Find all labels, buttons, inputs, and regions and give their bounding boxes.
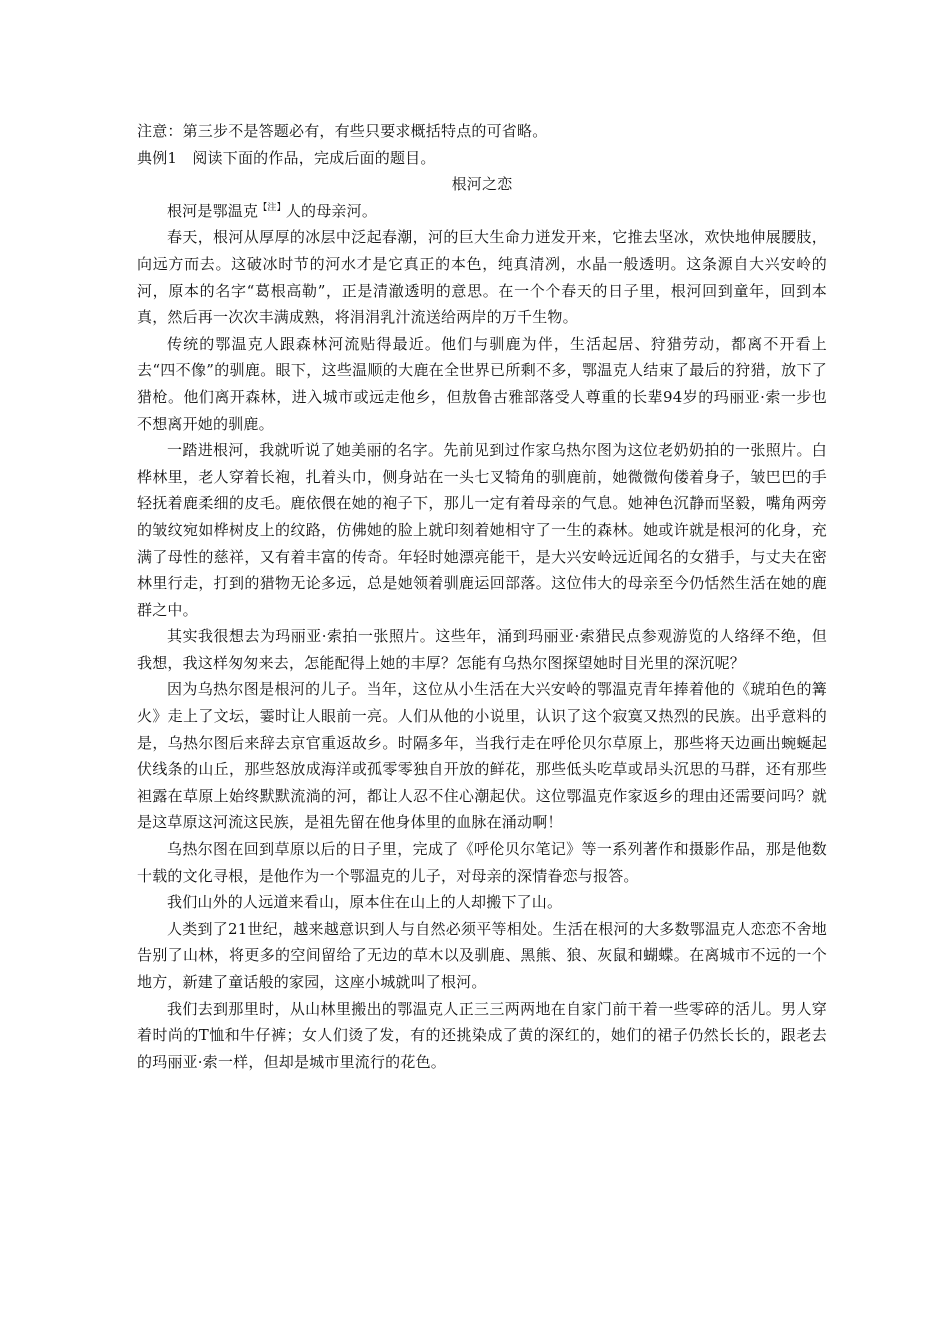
footnote-marker: 【注】 — [258, 202, 286, 213]
article-paragraph: 春天，根河从厚厚的冰层中泛起春潮，河的巨大生命力迸发开来，它推去坚冰，欢快地伸展腰肢，向远方而去。这破冰时节的河水才是它真正的本色，纯真清冽，水晶一般透明。这条源自大兴安岭的河，原本的名字“葛根高勒”，正是清澈透明的意思。在一个个春天的日子里，根河回到童年，回到本真，然后再一次次丰满成熟，将涓涓乳汁流送给两岸的万千生物。 — [137, 228, 827, 327]
article-paragraph: 我们山外的人远道来看山，原本住在山上的人却搬下了山。 — [167, 893, 563, 912]
article-paragraph: 传统的鄂温克人跟森林河流贴得最近。他们与驯鹿为伴，生活起居、狩猎劳动，都离不开看上去“四不像”的驯鹿。眼下，这些温顺的大鹿在全世界已所剩不多，鄂温克人结束了最后的狩猎，放下了猎枪。他们离开森林，进入城市或远走他乡，但敖鲁古雅部落受人尊重的长辈94岁的玛丽亚·索一步也不想离开她的驯鹿。 — [137, 334, 827, 433]
paragraph-text: 根河是鄂温克 — [167, 201, 259, 220]
article-paragraph: 其实我很想去为玛丽亚·索拍一张照片。这些年，涌到玛丽亚·索猎民点参观游览的人络绎不绝，但我想，我这样匆匆来去，怎能配得上她的丰厚？怎能有乌热尔图探望她时目光里的深沉呢？ — [137, 627, 827, 672]
article-paragraph: 因为乌热尔图是根河的儿子。当年，这位从小生活在大兴安岭的鄂温克青年捧着他的《琥珀色的篝火》走上了文坛，霎时让人眼前一亮。人们从他的小说里，认识了这个寂寞又热烈的民族。出乎意料的是，乌热尔图后来辞去京官重返故乡。时隔多年，当我行走在呼伦贝尔草原上，那些将天边画出蜿蜒起伏线条的山丘，那些怒放成海洋或孤零零独自开放的鲜花，那些低头吃草或昂头沉思的马群，还有那些袒露在草原上始终默默流淌的河，都让人忍不住心潮起伏。这位鄂温克作家返乡的理由还需要问吗？就是这草原这河流这民族，是祖先留在他身体里的血脉在涌动啊！ — [137, 680, 827, 832]
article-paragraph: 我们去到那里时，从山林里搬出的鄂温克人正三三两两地在自家门前干着一些零碎的活儿。男人穿着时尚的T恤和牛仔裤；女人们烫了发，有的还挑染成了黄的深红的，她们的裙子仍然长长的，跟老去的玛丽亚·索一样，但却是城市里流行的花色。 — [137, 999, 827, 1071]
note-line: 注意：第三步不是答题必有，有些只要求概括特点的可省略。 — [137, 122, 548, 140]
article-paragraph: 乌热尔图在回到草原以后的日子里，完成了《呼伦贝尔笔记》等一系列著作和摄影作品，那是他数十载的文化寻根，是他作为一个鄂温克的儿子，对母亲的深情眷恋与报答。 — [137, 840, 827, 885]
article-paragraph — [137, 198, 827, 225]
article-title: 根河之恋 — [451, 175, 513, 194]
paragraph-text: 人的母亲河。 — [285, 201, 378, 220]
article-paragraph: 人类到了21世纪，越来越意识到人与自然必须平等相处。生活在根河的大多数鄂温克人恋恋不舍地告别了山林，将更多的空间留给了无边的草木以及驯鹿、黑熊、狼、灰鼠和蝴蝶。在离城市不远的一个地方，新建了童话般的家园，这座小城就叫了根河。 — [137, 919, 827, 991]
example-heading: 典例1 阅读下面的作品，完成后面的题目。 — [137, 148, 436, 167]
document-page — [137, 118, 827, 1075]
article-paragraph: 一踏进根河，我就听说了她美丽的名字。先前见到过作家乌热尔图为这位老奶奶拍的一张照片。白桦林里，老人穿着长袍，扎着头巾，侧身站在一头七叉犄角的驯鹿前，她微微佝偻着身子，皱巴巴的手轻抚着鹿柔细的皮毛。鹿依偎在她的袍子下，那儿一定有着母亲的气息。她神色沉静而坚毅，嘴角两旁的皱纹宛如桦树皮上的纹路，仿佛她的脸上就印刻着她相守了一生的森林。她或许就是根河的化身，充满了母性的慈祥，又有着丰富的传奇。年轻时她漂亮能干，是大兴安岭远近闻名的女猎手，与丈夫在密林里行走，打到的猎物无论多远，总是她领着驯鹿运回部落。这位伟大的母亲至今仍恬然生活在她的鹿群之中。 — [137, 441, 827, 619]
